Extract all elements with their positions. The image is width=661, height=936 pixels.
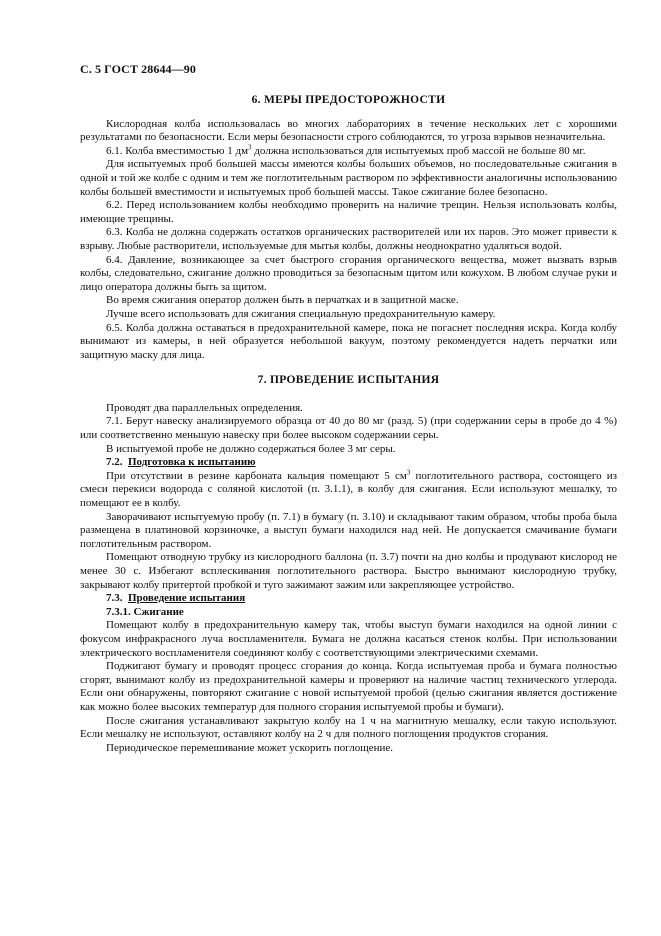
paragraph: Лучше всего использовать для сжигания специальную предохранительную камеру.: [106, 307, 496, 320]
page-content: [80, 94, 617, 755]
text-part: При отсутствии в резине карбоната кальция помещают 5 см: [106, 469, 407, 482]
text-part: поглотительного раствора, состоящего из смеси перекиси водорода с соляной кислотой (п. 3.1.1), в колбу для сжигания. Если используют мешалку, то помещают ее в колбу.: [80, 469, 617, 510]
text-part: 6.1. Колба вместимостью 1 дм: [106, 144, 249, 157]
page-header: С. 5 ГОСТ 28644—90: [80, 62, 196, 76]
section-6-title: 6. МЕРЫ ПРЕДОСТОРОЖНОСТИ: [251, 94, 446, 106]
subsection-number: 7.3.: [106, 592, 123, 605]
superscript: 3: [248, 143, 252, 152]
paragraph: Во время сжигания оператор должен быть в перчатках и в защитной маске.: [106, 294, 459, 307]
paragraph: Проводят два параллельных определения.: [106, 401, 303, 414]
paragraph: В испытуемой пробе не должно содержаться более 3 мг серы.: [106, 442, 396, 455]
paragraph: [80, 470, 617, 511]
subsection-7-3-heading: [80, 592, 617, 606]
paragraph: После сжигания устанавливают закрытую колбу на 1 ч на магнитную мешалку, если такую используют. Если мешалку не используют, оставляют колбу на 2 ч для полного поглощения продуктов сгорания.: [80, 714, 617, 741]
paragraph-6-5: 6.5. Колба должна оставаться в предохранительной камере, пока не погаснет последняя искра. Когда колбу вынимают из камеры, в ней образуется небольшой вакуум, поэтому рекомендуется надеть перчатки или защитную маску для лица.: [80, 321, 617, 361]
paragraph: Помещают колбу в предохранительную камеру так, чтобы выступ бумаги находился на одной линии с фокусом инфракрасного луча воспламенителя. Бумага не должна касаться стенок колбы. При использовании электрического воспламенителя соединяют колбу с соответствующими электрическими схемами.: [80, 619, 617, 659]
paragraph-6-3: 6.3. Колба не должна содержать остатков органических растворителей или их паров. Это может привести к взрыву. Любые растворители, используемые для мытья колбы, должны неоднократно удаляться водой.: [80, 226, 617, 252]
paragraph: Кислородная колба использовалась во многих лабораториях в течение нескольких лет с хорошими результатами по безопасности. Если меры безопасности строго соблюдаются, то угроза взрывов незначительна.: [80, 117, 617, 144]
paragraph-7-1: 7.1. Берут навеску анализируемого образца от 40 до 80 мг (разд. 5) (при содержании серы в пробе до 4 %) или соответственно меньшую навеску при более высоком содержании серы.: [80, 415, 617, 442]
subsection-title: Проведение испытания: [128, 592, 246, 605]
paragraph: Помещают отводную трубку из кислородного баллона (п. 3.7) почти на дно колбы и продувают кислород не менее 30 с. Избегают всплескивания поглотительного раствора. Быстро вынимают кислородную трубку, закрывают колбу притертой пробкой и туго зажимают зажим или закрепляющее устройство.: [80, 551, 617, 591]
paragraph-6-2: 6.2. Перед использованием колбы необходимо проверить на наличие трещин. Нельзя использовать колбы, имеющие трещины.: [80, 199, 617, 225]
paragraph: Поджигают бумагу и проводят процесс сгорания до конца. Когда испытуемая проба и бумага полностью сгорят, вынимают колбу из предохранительной камеры и проверяют на наличие частиц технического углерода. Если они обнаружены, повторяют сжигание с новой испытуемой пробой (целью сжигания является достижение как можно более высоких температур для полного сгорания испытуемой пробы и бумаги).: [80, 660, 617, 713]
paragraph: Периодическое перемешивание может ускорить поглощение.: [106, 741, 393, 754]
subsection-number: 7.2.: [106, 456, 123, 469]
subsection-7-2-heading: [80, 456, 617, 470]
paragraph-6-1: [80, 145, 617, 159]
paragraph: Заворачивают испытуемую пробу (п. 7.1) в бумагу (п. 3.10) и складывают таким образом, чтобы проба была размещена в платиновой корзиночке, а выступ бумаги находился над ней. Не допускается смачивание бумаги поглотительным раствором.: [80, 510, 617, 550]
text-part: должна использоваться для испытуемых проб массой не больше 80 мг.: [251, 144, 586, 157]
paragraph: Для испытуемых проб большей массы имеются колбы больших объемов, но последовательные сжигания в одной и той же колбе с одним и тем же поглотительным раствором по эффективности аналогичны использованию колбы большей вместимости и испытуемых проб большей массы. Такое сжигание более безопасно.: [80, 158, 617, 198]
subsection-title: Подготовка к испытанию: [128, 456, 256, 469]
section-7-title: 7. ПРОВЕДЕНИЕ ИСПЫТАНИЯ: [257, 374, 440, 387]
paragraph-6-4: 6.4. Давление, возникающее за счет быстрого сгорания органического вещества, может вызвать взрыв колбы, следовательно, сжигание должно проводиться за безопасным щитом или кожухом. В любом случае руки и лицо оператора должны быть за щитом.: [80, 253, 617, 293]
subsection-7-3-1-heading: 7.3.1. Сжигание: [106, 605, 184, 618]
superscript: 3: [406, 468, 411, 477]
